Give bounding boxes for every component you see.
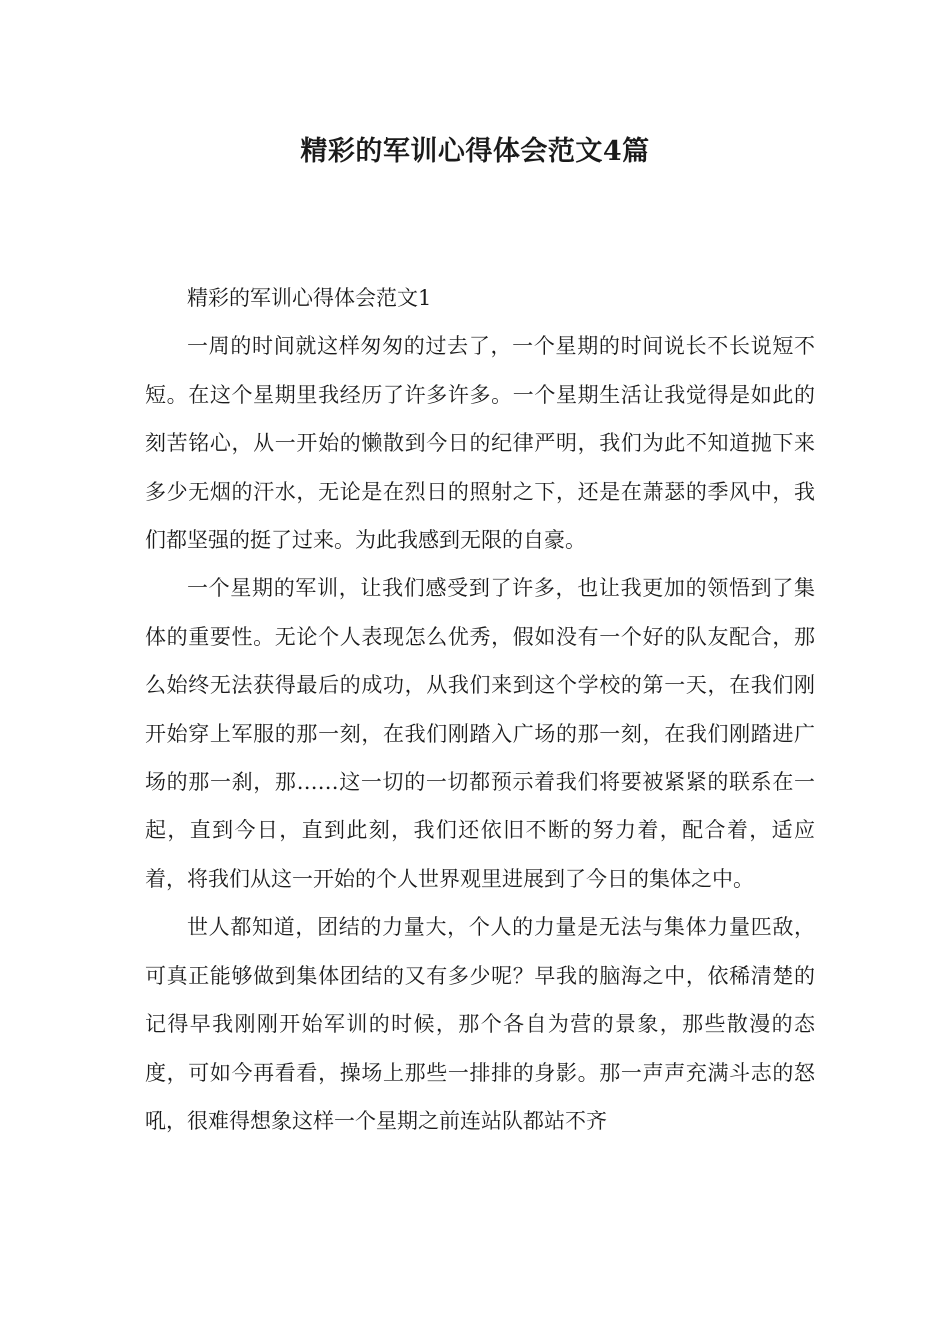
document-title: 精彩的军训心得体会范文4篇 [300, 136, 650, 167]
paragraph: 一个星期的军训，让我们感受到了许多，也让我更加的领悟到了集体的重要性。无论个人表现怎么优秀，假如没有一个好的队友配合，那么始终无法获得最后的成功，从我们来到这个学校的第一天，在我们刚开始穿上军服的那一刻，在我们刚踏入广场的那一刻，在我们刚踏进广场的那一刹，那……这一切的一切都预示着我们将要被紧紧的联系在一起，直到今日，直到此刻，我们还依旧不断的努力着，配合着，适应着，将我们从这一开始的个人世界观里进展到了今日的集体之中。 [145, 576, 815, 891]
paragraph: 世人都知道，团结的力量大，个人的力量是无法与集体力量匹敌，可真正能够做到集体团结的又有多少呢？早我的脑海之中，依稀清楚的记得早我刚刚开始军训的时候，那个各自为营的景象，那些散漫的态度，可如今再看看，操场上那些一排排的身影。那一声声充满斗志的怒吼，很难得想象这样一个星期之前连站队都站不齐 [145, 915, 815, 1133]
paragraph: 一周的时间就这样匆匆的过去了，一个星期的时间说长不长说短不短。在这个星期里我经历了许多许多。一个星期生活让我觉得是如此的刻苦铭心，从一开始的懒散到今日的纪律严明，我们为此不知道抛下来多少无烟的汗水，无论是在烈日的照射之下，还是在萧瑟的季风中，我们都坚强的挺了过来。为此我感到无限的自豪。 [145, 334, 815, 553]
document-body [145, 274, 815, 1145]
section-heading: 精彩的军训心得体会范文1 [187, 286, 432, 310]
